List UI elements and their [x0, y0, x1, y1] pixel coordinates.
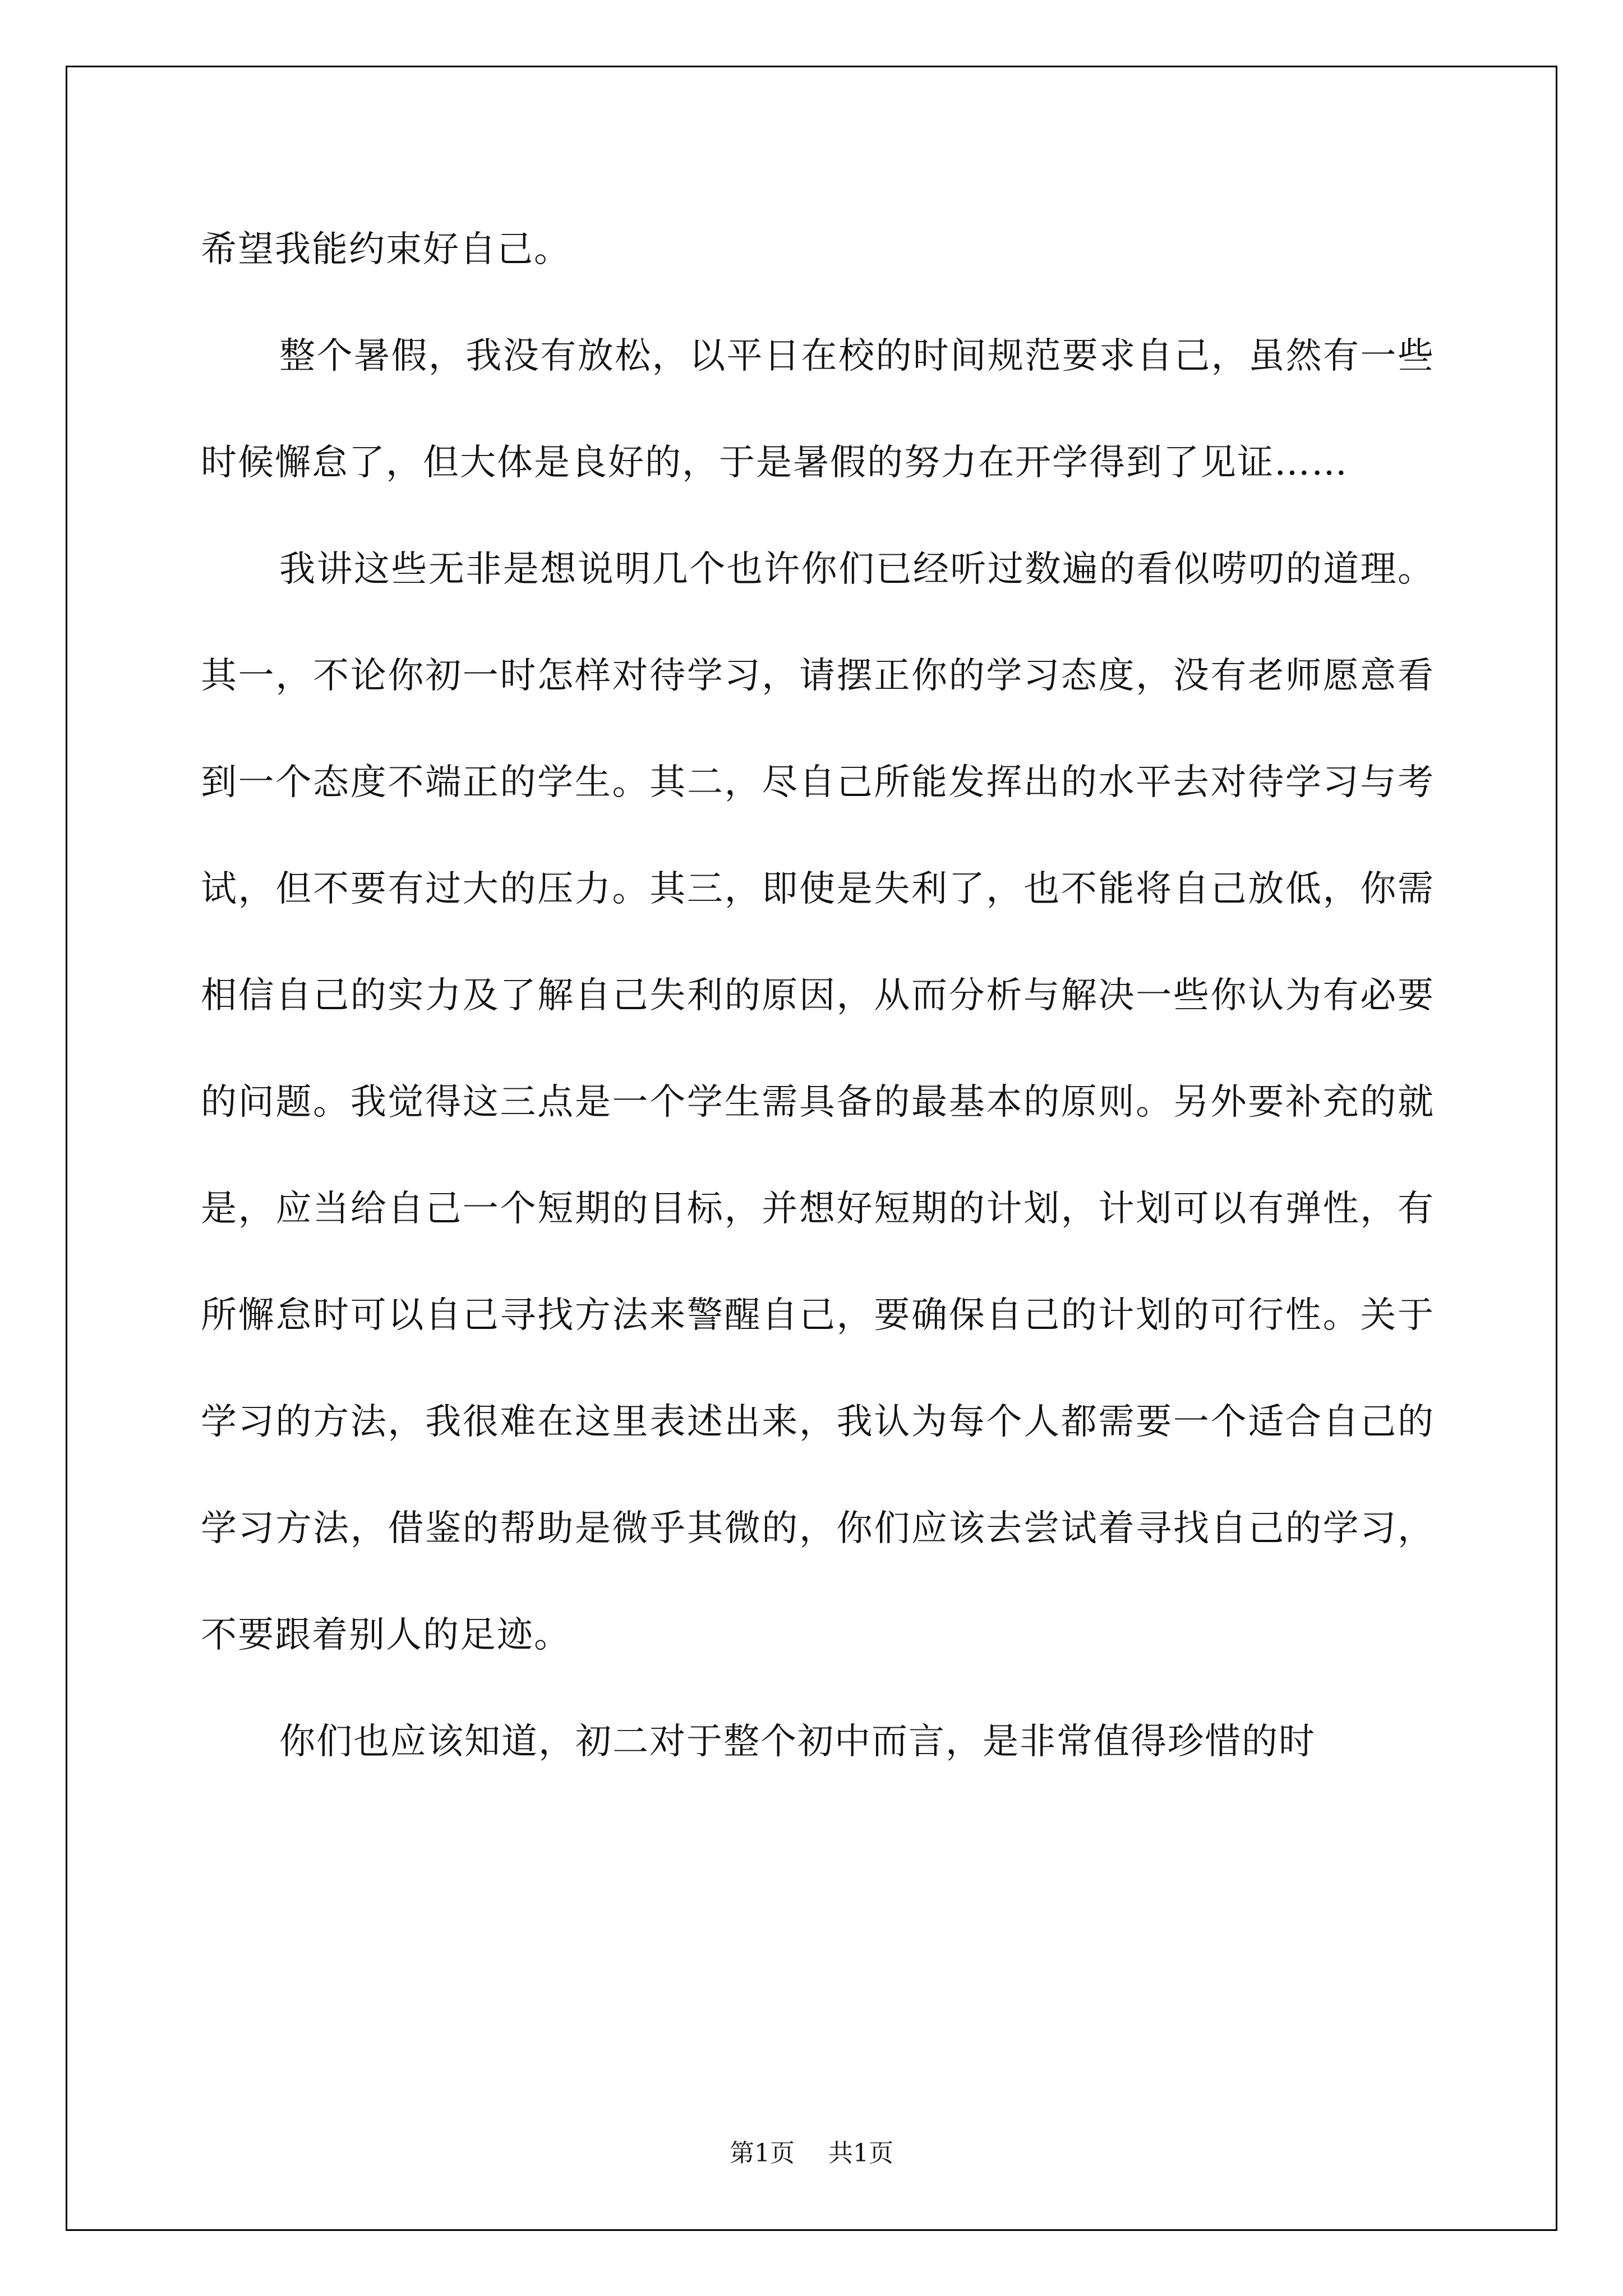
paragraph: 我讲这些无非是想说明几个也许你们已经听过数遍的看似唠叨的道理。其一，不论你初一时怎样对待学习，请摆正你的学习态度，没有老师愿意看到一个态度不端正的学生。其二，尽自己所能发挥出的水平去对待学习与考试，但不要有过大的压力。其三，即使是失利了，也不能将自己放低，你需相信自己的实力及了解自己失利的原因，从而分析与解决一些你认为有必要的问题。我觉得这三点是一个学生需具备的最基本的原则。另外要补充的就是，应当给自己一个短期的目标，并想好短期的计划，计划可以有弹性，有所懈怠时可以自己寻找方法来警醒自己，要确保自己的计划的可行性。关于学习的方法，我很难在这里表述出来，我认为每个人都需要一个适合自己的学习方法，借鉴的帮助是微乎其微的，你们应该去尝试着寻找自己的学习，不要跟着别人的足迹。	[201, 549, 1435, 1656]
page-footer	[0, 2133, 1623, 2169]
paragraph: 你们也应该知道，初二对于整个初中而言，是非常值得珍惜的时	[279, 1721, 1316, 1763]
document-body	[201, 196, 1435, 1795]
paragraph: 整个暑假，我没有放松，以平日在校的时间规范要求自己，虽然有一些时候懈怠了，但大体是良好的，于是暑假的努力在开学得到了见证……	[201, 335, 1435, 484]
paragraph: 希望我能约束好自己。	[201, 229, 571, 270]
page-total: 共1页	[828, 2139, 893, 2168]
page-number: 第1页	[730, 2139, 795, 2168]
